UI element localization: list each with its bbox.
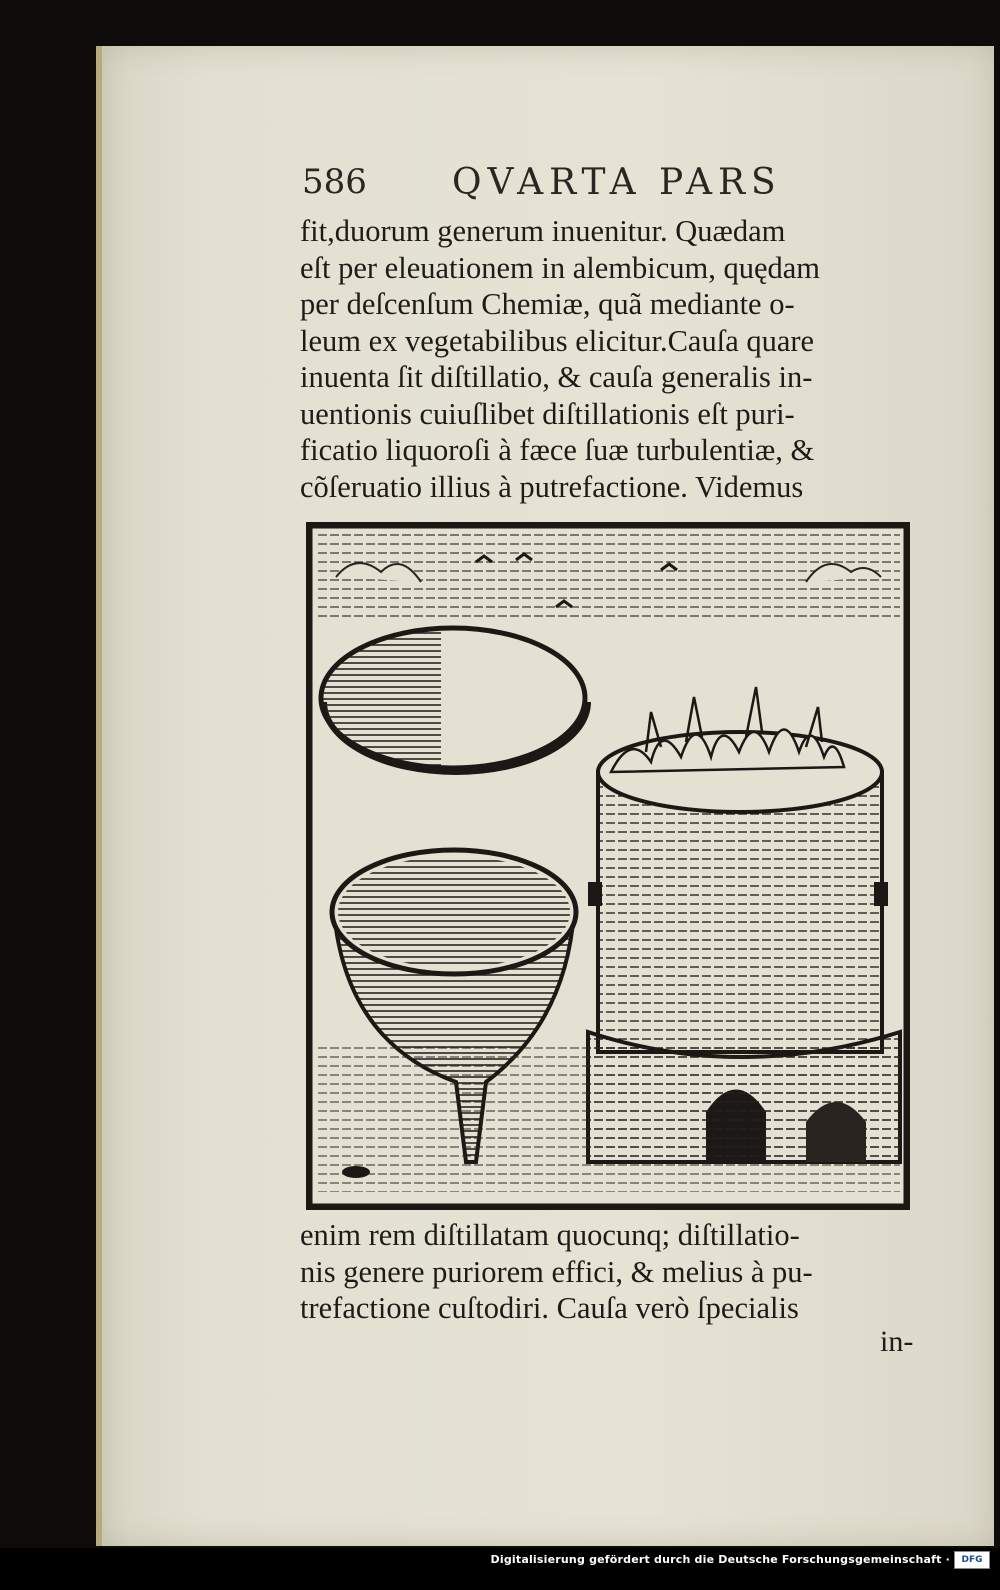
page-number: 586 — [302, 162, 367, 202]
lid-disc — [321, 628, 588, 772]
running-title: QVARTA PARS — [452, 162, 782, 203]
ground — [316, 1042, 900, 1192]
dfg-logo: DFG — [954, 1551, 990, 1569]
text-line: cõſeruatio illius à putrefactione. Videmus — [300, 469, 804, 504]
text-line: nis genere puriorem effici, & melius à pu- — [300, 1254, 813, 1289]
woodcut-illustration — [306, 522, 910, 1210]
text-line: per deſcenſum Chemiæ, quã mediante o- — [300, 287, 795, 321]
text-line: eſt per eleuationem in alembicum, quędam — [300, 250, 821, 285]
text-line: leum ex vegetabilibus elicitur.Cauſa quare — [300, 323, 815, 358]
text-line: fit,duorum generum inuenitur. Quædam — [300, 214, 786, 248]
text-line: inuenta ſit diſtillatio, & cauſa generalis in- — [300, 360, 813, 394]
text-line: trefactione cuſtodiri. Cauſa verò ſpecialis — [300, 1291, 799, 1325]
text-block-upper — [300, 213, 930, 505]
digitization-credit: Digitalisierung gefördert durch die Deutsche Forschungsgemeinschaft · — [490, 1553, 950, 1566]
sky — [316, 532, 900, 622]
page-header — [302, 162, 922, 202]
text-line: uentionis cuiuſlibet diſtillationis eſt puri- — [300, 396, 795, 431]
text-line: enim rem diſtillatam quocunq; diſtillatio- — [300, 1218, 800, 1252]
text-block-lower — [300, 1217, 930, 1327]
text-line: ficatio liquoroſi à fæce ſuæ turbulentiæ, & — [300, 433, 815, 467]
catchword: in- — [880, 1325, 914, 1358]
